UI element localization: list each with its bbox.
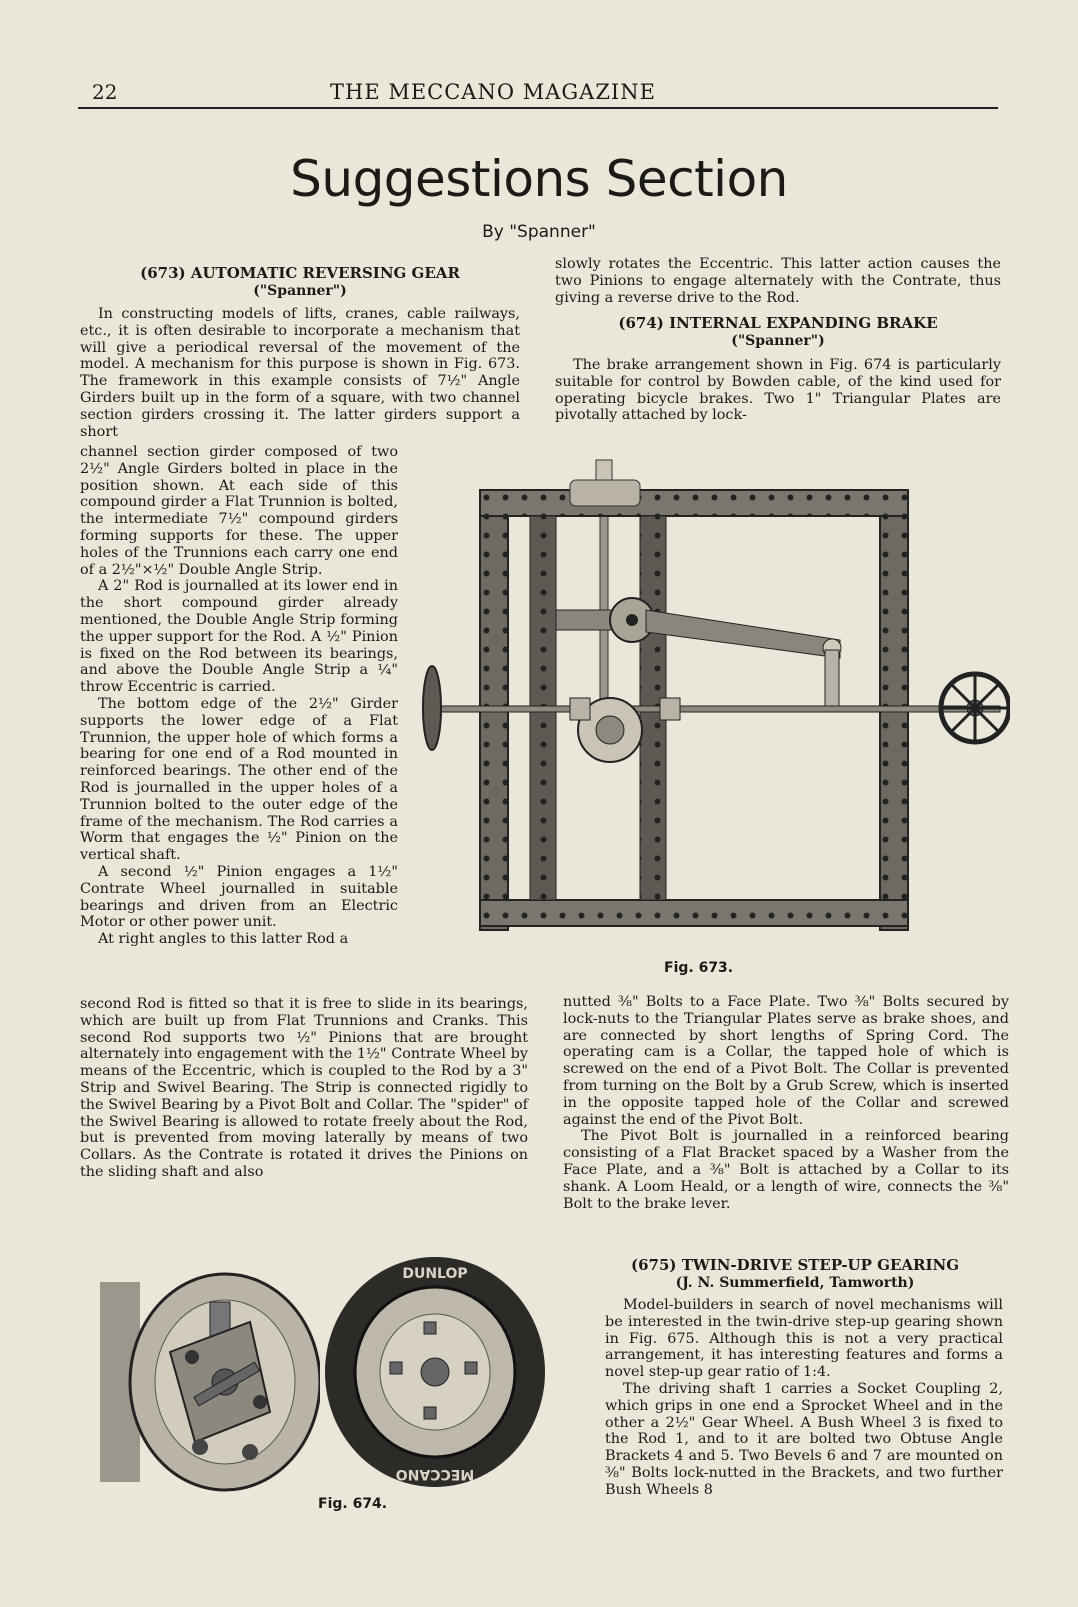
tyre-text-bottom: MECCANO <box>395 1466 475 1482</box>
paragraph: The driving shaft 1 carries a Socket Coupling 2, which grips in one end a Sprocket Wheel and in the other a 2½" Gear Wheel. A Bush Wheel 3 is fixed to the Rod 1, and to it are bolted two Obtuse Angle Brackets 4 and 5. Two Bevels 6 and 7 are mounted on ⅜" Bolts lock-nutted in the Brackets, and two further Bush Wheels 8 <box>605 1380 1003 1498</box>
paragraph: Model-builders in search of novel mechanisms will be interested in the twin-drive step-up gearing shown in Fig. 675. Although this is not a very practical arrangement, it has interesting features and forms a novel step-up gear ratio of 1:4. <box>605 1297 1003 1381</box>
paragraph: At right angles to this latter Rod a <box>98 931 349 948</box>
article-675-text <box>605 1297 1003 1499</box>
article-673-text-bottom <box>80 996 528 1181</box>
paragraph: The bottom edge of the 2½" Girder supports the lower edge of a Flat Trunnion, the upper hole of which forms a bearing for one end of a Rod mounted in reinforced bearings. The other end of the Rod is journalled in the upper holes of a Trunnion bolted to the outer edge of the frame of the mechanism. The Rod carries a Worm that engages the ½" Pinion on the vertical shaft. <box>80 695 398 864</box>
article-674-text-top <box>555 357 1001 424</box>
article-674-heading <box>555 314 1001 350</box>
paragraph: The Pivot Bolt is journalled in a reinforced bearing consisting of a Flat Bracket spaced by a Washer from the Face Plate, and a ⅜" Bolt is attached by a Collar to its shank. A Loom Heald, or a length of wire, connects the ⅜" Bolt to the brake lever. <box>563 1128 1009 1212</box>
paragraph: second Rod is fitted so that it is free to slide in its bearings, which are built up from Flat Trunnions and Cranks. This second Rod supports two ½" Pinions that are brought alternately into engagement with the 1½" Contrate Wheel by means of the Eccentric, which is coupled to the Rod by a 3" Strip and Swivel Bearing. The Strip is connected rigidly to the Swivel Bearing by a Pivot Bolt and Collar. The "spider" of the Swivel Bearing is allowed to rotate freely about the Rod, but is prevented from moving laterally by means of two Collars. As the Contrate is rotated it drives the Pinions on the sliding shaft and also <box>80 996 528 1180</box>
fig-674-caption: Fig. 674. <box>318 1496 388 1512</box>
fig-673-illustration <box>420 450 1010 950</box>
paragraph: channel section girder composed of two 2½" Angle Girders bolted in place in the position shown. At each side of this compound girder a Flat Trunnion is bolted, the intermediate 7½" compound girders forming supports for these. The upper holes of the Trunnions each carry one end of a 2½"×½" Double Angle Strip. <box>80 444 398 578</box>
article-675-author: (J. N. Summerfield, Tamworth) <box>675 1275 915 1291</box>
paragraph: A second ½" Pinion engages a 1½" Contrate Wheel journalled in suitable bearings and driven from an Electric Motor or other power unit. <box>80 863 398 931</box>
page-number: 22 <box>92 80 118 104</box>
header-rule <box>78 107 998 109</box>
article-673-text-narrow <box>80 444 398 948</box>
paragraph: nutted ⅜" Bolts to a Face Plate. Two ⅜" Bolts secured by lock-nuts to the Triangular Plates serve as brake shoes, and are connected by short lengths of Spring Cord. The operating cam is a Collar, the tapped hole of which is screwed on the end of a Pivot Bolt. The Collar is prevented from turning on the Bolt by a Grub Screw, which is inserted in the opposite tapped hole of the Collar and screwed against the end of the Pivot Bolt. <box>563 994 1009 1128</box>
article-674-author: ("Spanner") <box>731 333 825 349</box>
fig-673-caption: Fig. 673. <box>664 960 734 976</box>
article-674-title: (674) INTERNAL EXPANDING BRAKE <box>618 314 938 332</box>
fig-674-tyre-photo <box>320 1252 550 1492</box>
article-673-text-wide <box>80 306 520 440</box>
section-title: Suggestions Section <box>290 150 788 208</box>
article-675-heading <box>595 1256 995 1292</box>
article-675-title: (675) TWIN-DRIVE STEP-UP GEARING <box>630 1256 960 1274</box>
paragraph: A 2" Rod is journalled at its lower end in the short compound girder already mentioned, the Double Angle Strip forming the upper support for the Rod. A ½" Pinion is fixed on the Rod between its bearings, and above the Double Angle Strip a ¼" throw Eccentric is carried. <box>80 578 398 696</box>
article-673-heading <box>80 264 520 300</box>
paragraph: The brake arrangement shown in Fig. 674 is particularly suitable for control by Bowden cable, of the kind used for operating bicycle brakes. Two 1" Triangular Plates are pivotally attached by lock- <box>555 357 1001 424</box>
article-673-title: (673) AUTOMATIC REVERSING GEAR <box>140 264 460 282</box>
paragraph: slowly rotates the Eccentric. This latter action causes the two Pinions to engage alternately with the Contrate, thus giving a reverse drive to the Rod. <box>555 256 1001 306</box>
article-673-continuation <box>555 256 1001 306</box>
section-byline: By "Spanner" <box>482 222 596 242</box>
article-673-author: ("Spanner") <box>253 283 347 299</box>
paragraph: In constructing models of lifts, cranes, cable railways, etc., it is often desirable to incorporate a mechanism that will give a periodical reversal of the movement of the model. A mechanism for this purpose is shown in Fig. 673. The framework in this example consists of 7½" Angle Girders built up in the form of a square, with two channel section girders crossing it. The latter girders support a short <box>80 306 520 440</box>
magazine-title: THE MECCANO MAGAZINE <box>330 80 656 104</box>
article-674-text-bottom <box>563 994 1009 1212</box>
tyre-text-top: DUNLOP <box>402 1266 468 1282</box>
fig-674-brake-photo <box>100 1262 320 1502</box>
